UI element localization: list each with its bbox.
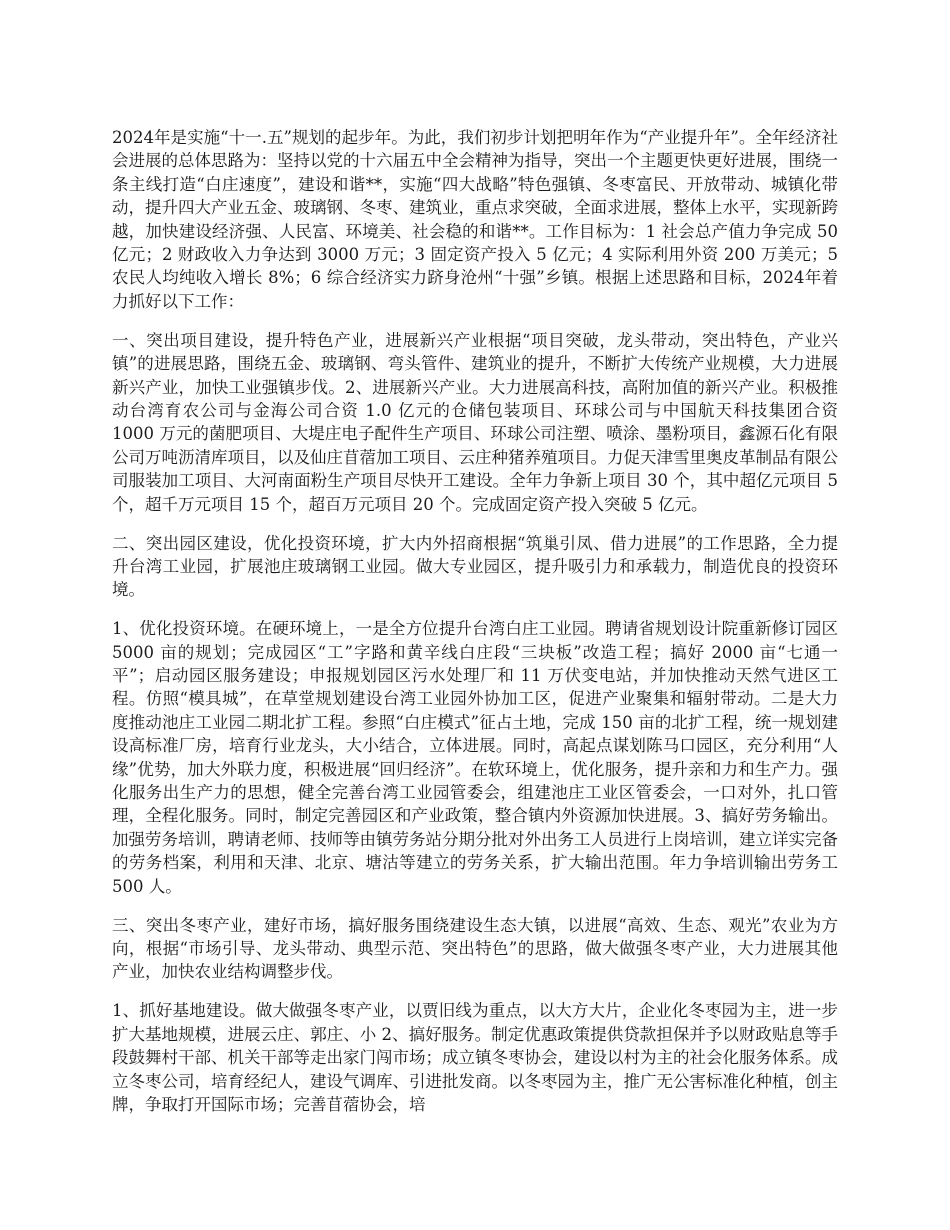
- paragraph-section-three: 三、突出冬枣产业，建好市场，搞好服务围绕建设生态大镇，以进展“高效、生态、观光”农业为方向，根据“市场引导、龙头带动、典型示范、突出特色”的思路，做大做强冬枣产业，大力进展其他产业，加快农业结构调整步伐。: [112, 915, 838, 982]
- paragraph-section-one: 一、突出项目建设，提升特色产业，进展新兴产业根据“项目突破，龙头带动，突出特色，产业兴镇”的进展思路，围绕五金、玻璃钢、弯头管件、建筑业的提升，不断扩大传统产业规模，大力进展新兴产业，加快工业强镇步伐。2、进展新兴产业。大力进展高科技，高附加值的新兴产业。积极推动台湾育农公司与金海公司合资 1.0 亿元的仓储包装项目、环球公司与中国航天科技集团合资 1000 万元的菌肥项目、大堤庄电子配件生产项目、环球公司注塑、喷涂、墨粉项目，鑫源石化有限公司万吨沥清库项目，以及仙庄苜蓿加工项目、云庄种猪养殖项目。力促天津雪里奥皮革制品有限公司服装加工项目、大河南面粉生产项目尽快开工建设。全年力争新上项目 30 个，其中超亿元项目 5 个，超千万元项目 15 个，超百万元项目 20 个。完成固定资产投入突破 5 亿元。: [112, 330, 838, 514]
- paragraph-intro: 2024年是实施“十一.五”规划的起步年。为此，我们初步计划把明年作为“产业提升年”。全年经济社会进展的总体思路为：坚持以党的十六届五中全会精神为指导，突出一个主题更快更好进展，围绕一条主线打造“白庄速度”，建设和谐**，实施“四大战略”特色强镇、冬枣富民、开放带动、城镇化带动，提升四大产业五金、玻璃钢、冬枣、建筑业，重点求突破，全面求进展，整体上水平，实现新跨越，加快建设经济强、人民富、环境美、社会稳的和谐**。工作目标为：1 社会总产值力争完成 50 亿元；2 财政收入力争达到 3000 万元；3 固定资产投入 5 亿元；4 实际利用外资 200 万美元；5 农民人均纯收入增长 8%；6 综合经济实力跻身沧州“十强”乡镇。根据上述思路和目标，2024年着力抓好以下工作：: [112, 128, 838, 311]
- paragraph-section-two: 二、突出园区建设，优化投资环境，扩大内外招商根据“筑巢引凤、借力进展”的工作思路，全力提升台湾工业园，扩展池庄玻璃钢工业园。做大专业园区，提升吸引力和承载力，制造优良的投资环境。: [112, 533, 838, 600]
- paragraph-base-construction: 1、抓好基地建设。做大做强冬枣产业，以贾旧线为重点，以大方大片，企业化冬枣园为主，进一步扩大基地规模，进展云庄、郭庄、小 2、搞好服务。制定优惠政策提供贷款担保并予以财政贴息等手段鼓舞村干部、机关干部等走出家门闯市场；成立镇冬枣协会，建设以村为主的社会化服务体系。成立冬枣公司，培育经纪人，建设气调库、引进批发商。以冬枣园为主，推广无公害标准化种植，创主牌，争取打开国际市场；完善苜蓿协会，培: [112, 1001, 838, 1114]
- paragraph-investment-environment: 1、优化投资环境。在硬环境上，一是全方位提升台湾白庄工业园。聘请省规划设计院重新修订园区 5000 亩的规划；完成园区“工”字路和黄辛线白庄段“三块板”改造工程；搞好 2000 亩“七通一平”；启动园区服务建设；申报规划园区污水处理厂和 11 万伏变电站，并加快推动天然气进区工程。仿照“模具城”，在草堂规划建设台湾工业园外协加工区，促进产业聚集和辐射带动。二是大力度推动池庄工业园二期北扩工程。参照“白庄模式”征占土地，完成 150 亩的北扩工程，统一规划建设高标准厂房，培育行业龙头，大小结合，立体进展。同时，高起点谋划陈马口园区，充分利用“人缘”优势，加大外联力度，积极进展“回归经济”。在软环境上，优化服务，提升亲和力和生产力。强化服务出生产力的思想，健全完善台湾工业园管委会，组建池庄工业区管委会，一口对外，扎口管理，全程化服务。同时，制定完善园区和产业政策，整合镇内外资源加快进展。3、搞好劳务输出。加强劳务培训，聘请老师、技师等由镇劳务站分期分批对外出务工人员进行上岗培训，建立详实完备的劳务档案，利用和天津、北京、塘沽等建立的劳务关系，扩大输出范围。年力争培训输出劳务工 500 人。: [112, 619, 838, 896]
- document-body: [112, 126, 838, 1116]
